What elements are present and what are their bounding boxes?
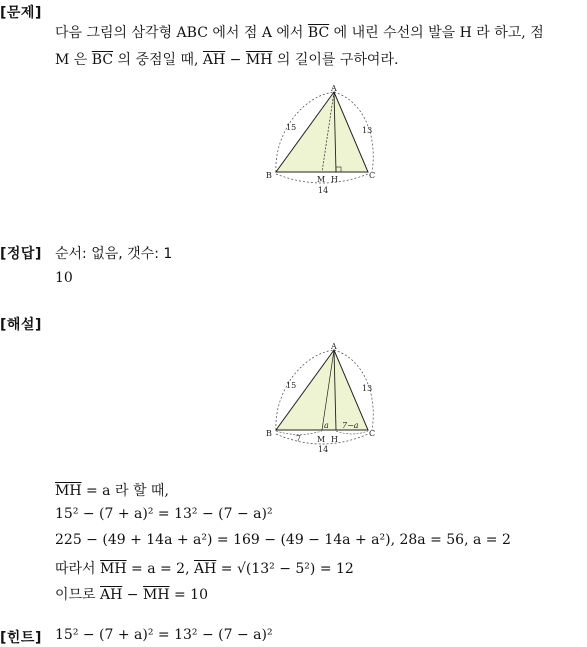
label-a: A [331,84,337,93]
solution-text: = 10 [169,587,208,603]
label-seg-mh: a [324,421,329,430]
problem-text: M 은 [55,52,92,68]
label-c: C [369,429,376,438]
problem-line-2 [55,49,398,69]
label-h: H [331,175,338,184]
label-b: B [266,429,272,438]
problem-text: 의 중점일 때, [113,52,203,68]
segment-bc: $\overline{BC}$ [307,25,330,41]
label-seg-bm: 7 [296,434,302,443]
segment-mh: $\overline{MH}$ [245,52,273,68]
label-m: M [317,175,326,184]
minus-sign: − [225,52,246,68]
problem-line-1 [55,22,544,42]
answer-value: 10 [55,270,73,286]
label-a: A [331,342,337,351]
label-side-bc: 14 [318,186,329,195]
segment-mh: $\overline{MH}$ [100,561,127,577]
answer-header: [정답] [0,246,42,262]
segment-mh: $\overline{MH}$ [143,587,170,603]
label-side-ab: 15 [286,123,297,132]
minus-sign: − [122,587,143,603]
segment-bc: $\overline{BC}$ [91,52,114,68]
label-side-ac: 13 [362,126,373,135]
triangle-figure-2 [262,342,382,454]
solution-line-3: 225 − (49 + 14a + a²) = 169 − (49 − 14a + a²), 28a = 56, a = 2 [55,532,511,548]
triangle-abc [276,350,368,430]
solution-text: = a 라 할 때, [81,483,169,499]
hint-header: [힌트] [0,630,42,646]
label-side-ac: 13 [362,384,373,393]
segment-ah: $\overline{AH}$ [202,52,226,68]
solution-header: [해설] [0,317,42,333]
arc-hc [336,431,368,434]
label-b: B [266,171,272,180]
label-m: M [317,435,326,444]
label-h: H [331,435,338,444]
problem-text: 에 내린 수선의 발을 H 라 하고, 점 [329,25,544,41]
solution-text: = a = 2, [126,561,194,577]
solution-line-1 [55,480,169,500]
solution-text: = √(13² − 5²) = 12 [216,561,354,577]
segment-ah: $\overline{AH}$ [100,587,123,603]
solution-line-4 [55,558,354,578]
problem-text: 다음 그림의 삼각형 ABC 에서 점 A 에서 [55,25,308,41]
triangle-figure-1 [262,84,382,196]
segment-mh: $\overline{MH}$ [55,483,82,499]
answer-line-1: 순서: 없음, 갯수: 1 [55,246,173,262]
solution-line-5 [55,584,208,604]
label-seg-hc: 7−a [342,421,359,430]
label-side-bc: 14 [318,445,329,454]
problem-header: [문제] [0,5,42,21]
hint-line-1: 15² − (7 + a)² = 13² − (7 − a)² [55,627,273,643]
problem-text: 의 길이를 구하여라. [272,52,399,68]
solution-text: 따라서 [55,561,101,577]
label-side-ab: 15 [286,381,297,390]
solution-text: 이므로 [55,587,101,603]
label-c: C [369,171,376,180]
triangle-abc [276,92,368,172]
solution-line-2: 15² − (7 + a)² = 13² − (7 − a)² [55,506,273,522]
segment-ah: $\overline{AH}$ [194,561,217,577]
